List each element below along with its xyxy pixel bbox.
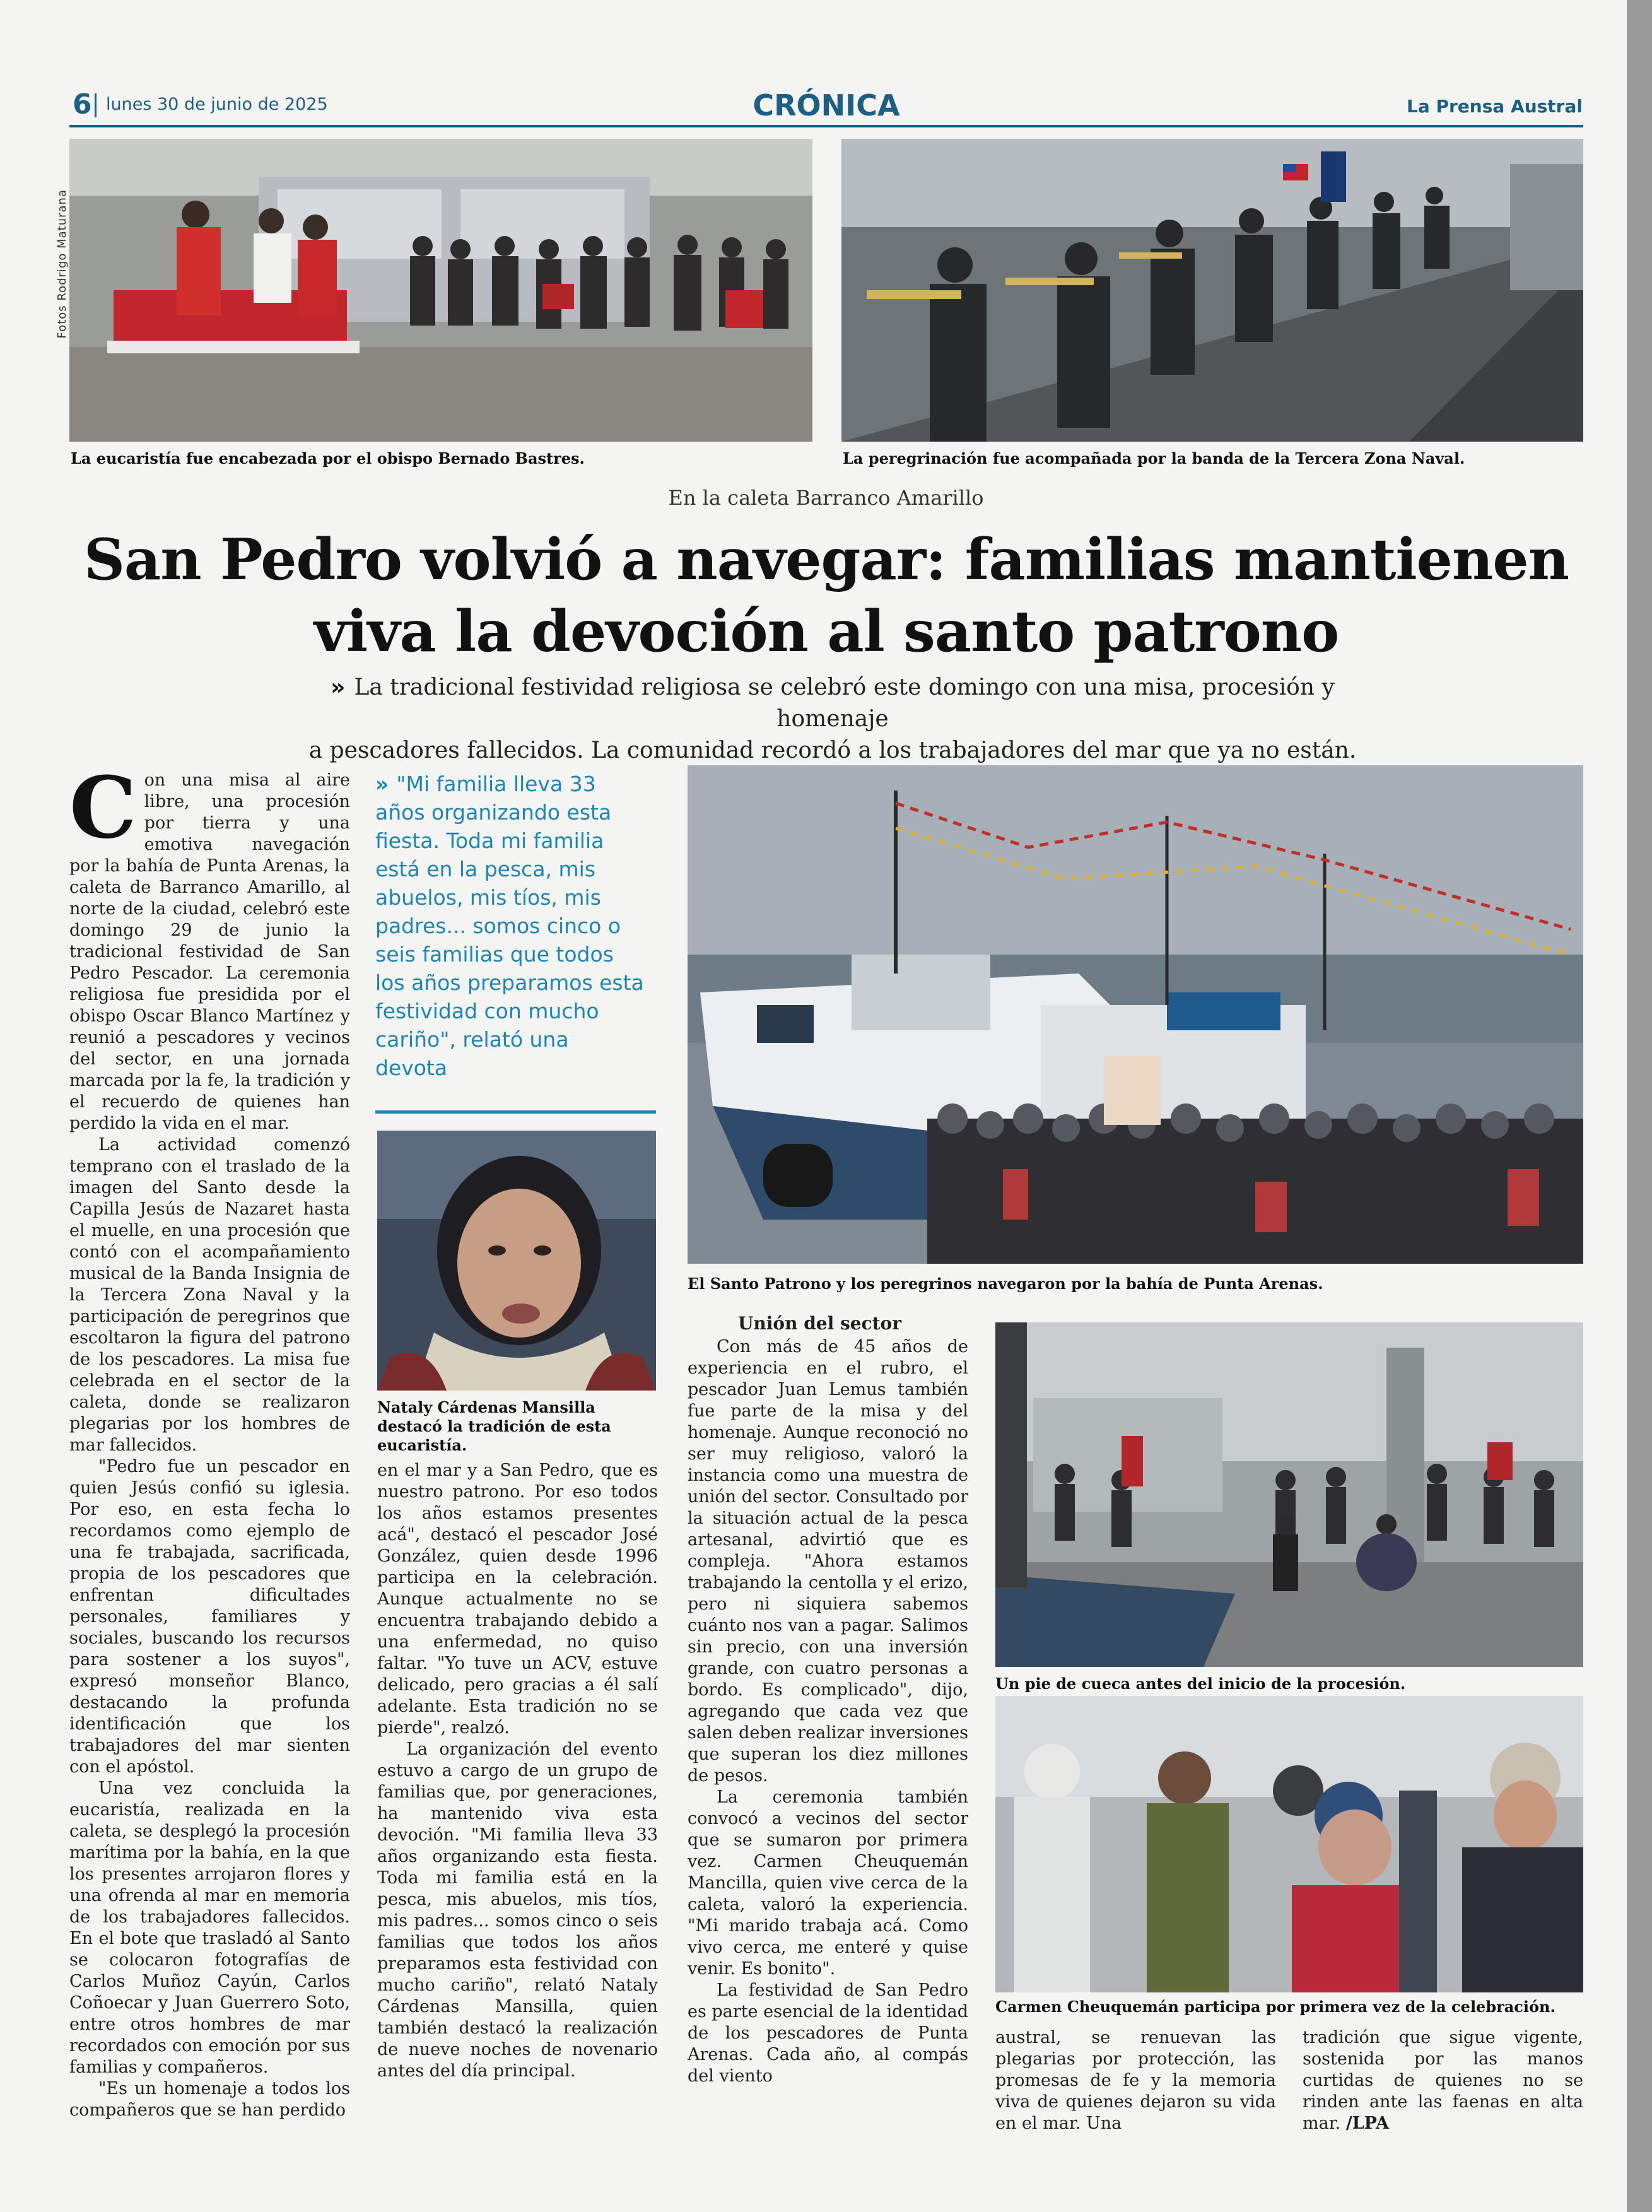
photo-nataly-portrait [377, 1131, 656, 1391]
article-column-2 [377, 1460, 658, 2082]
article-column-4 [995, 2027, 1276, 2134]
caption-cueca: Un pie de cueca antes del inicio de la procesión. [995, 1674, 1406, 1693]
photo-credit: Fotos Rodrigo Maturana [56, 189, 69, 339]
photo-boat-procession [688, 765, 1583, 1264]
page-number: 6 [73, 88, 92, 121]
quote-chevron-icon: » [375, 772, 389, 796]
header-rule [69, 125, 1583, 127]
caption-eucharist: La eucaristía fue encabezada por el obispo Bernado Bastres. [71, 449, 585, 468]
photo-cueca [995, 1322, 1583, 1667]
kicker: En la caleta Barranco Amarillo [668, 486, 984, 510]
drop-cap: C [69, 758, 137, 857]
deck-line-1 [278, 672, 1388, 735]
paragraph: La organización del evento estuvo a cargo de un grupo de familias que, por generaciones, ha mantenido viva esta devoción. "Mi familia lleva 33 años organizando esta fiesta. Toda mi familia está en la pesca, mis abuelos, mis tíos, mis padres... somos cinco o seis familias que todos los años preparamos esta festividad con mucho cariño", relató Nataly Cárdenas Mansilla, quien también destacó la realización de nueve noches de novenario antes del día principal. [377, 1739, 658, 2081]
issue-date: lunes 30 de junio de 2025 [106, 95, 328, 114]
photo-carmen [995, 1696, 1583, 1992]
photo-naval-band [841, 139, 1583, 442]
caption-nataly: Nataly Cárdenas Mansilla destacó la tradición de esta eucaristía. [377, 1398, 611, 1454]
article-column-5 [1303, 2027, 1583, 2134]
caption-boat: El Santo Patrono y los peregrinos navegaron por la bahía de Punta Arenas. [688, 1274, 1323, 1293]
paragraph: tradición que sigue vigente, sostenida por las manos curtidas de quienes no se rinden ante las faenas en alta mar. [1303, 2028, 1583, 2133]
article-column-3 [688, 1312, 968, 2087]
paragraph: on una misa al aire libre, una procesión por tierra y una emotiva navegación por la bahía de Punta Arenas, la caleta de Barranco Amarillo, al norte de la ciudad, celebró este domingo 29 de junio la tradicional festividad de San Pedro Pescador. La ceremonia religiosa fue presidida por el obispo Oscar Blanco Martínez y reunió a pescadores y vecinos del sector, en una jornada marcada por la fe, la tradición y el recuerdo de quienes han perdido la vida en el mar. [69, 770, 350, 1133]
pull-quote-rule [375, 1110, 656, 1114]
section-title: CRÓNICA [753, 88, 900, 122]
pull-quote [375, 770, 647, 1082]
header-divider [95, 93, 97, 117]
paragraph: Con más de 45 años de experiencia en el rubro, el pescador Juan Lemus también fue parte de la misa y del homenaje. Aunque reconoció no ser muy religioso, valoró la instancia como una muestra de unión del sector. Consultado por la situación actual de la pesca artesanal, advirtió que es compleja. "Ahora estamos trabajando la centolla y el erizo, pero ni siquiera sabemos cuánto nos van a pagar. Salimos sin precio, con una inversión grande, con cuatro personas a bordo. Es complicado", dijo, agregando que cada vez que salen deben realizar inversiones que superan los diez millones de pesos. [688, 1337, 968, 1785]
paragraph: austral, se renuevan las plegarias por protección, las promesas de fe y la memoria viva de quienes dejaron su vida en el mar. Una [995, 2028, 1276, 2133]
caption-naval-band: La peregrinación fue acompañada por la banda de la Tercera Zona Naval. [843, 449, 1465, 468]
newspaper-name: La Prensa Austral [1406, 96, 1583, 117]
article-column-1 [69, 758, 350, 2121]
headline: San Pedro volvió a navegar: familias mantienen viva la devoción al santo patrono [83, 526, 1569, 665]
scan-edge [1627, 0, 1652, 2212]
paragraph: La ceremonia también convocó a vecinos del sector que se sumaron por primera vez. Carmen Cheuquemán Mancilla, quien vive cerca de la caleta, valoró la experiencia. "Mi marido trabaja acá. Como vivo cerca, me enteré y quise venir. Es bonito". [688, 1787, 968, 1979]
paragraph: La actividad comenzó temprano con el traslado de la imagen del Santo desde la Capilla Jesús de Nazaret hasta el muelle, en una procesión que contó con el acompañamiento musical de la Banda Insignia de la Tercera Zona Naval y la participación de peregrinos que escoltaron la figura del patrono de los pescadores. La misa fue celebrada en el sector de la caleta, donde se realizaron plegarias por los hombres de mar fallecidos. [69, 1135, 350, 1455]
deck-chevron-icon: » [331, 674, 346, 700]
paragraph: "Pedro fue un pescador en quien Jesús confió su iglesia. Por eso, en esta fecha lo recordamos como ejemplo de una fe trabajada, sacrificada, propia de los pescadores que enfrentan dificultades personales, familiares y sociales, buscando los recursos para sostener a los suyos", expresó monseñor Blanco, destacando la profunda identificación que los trabajadores del mar sienten con el apóstol. [69, 1457, 350, 1777]
photo-eucharist [69, 139, 812, 442]
pull-quote-text: "Mi familia lleva 33 años organizando esta fiesta. Toda mi familia está en la pesca, mis abuelos, mis tíos, mis padres... somos cinco o seis familias que todos los años preparamos esta festividad con mucho cariño", relató una devota [375, 772, 644, 1080]
caption-carmen: Carmen Cheuquemán participa por primera vez de la celebración. [995, 1997, 1555, 2016]
deck-line-1-text: La tradicional festividad religiosa se celebró este domingo con una misa, procesión y homenaje [354, 674, 1335, 732]
paragraph: Una vez concluida la eucaristía, realizada en la caleta, se desplegó la procesión marítima por la bahía, en la que los presentes arrojaron flores y una ofrenda al mar en memoria de los trabajadores fallecidos. En el bote que trasladó al Santo se colocaron fotografías de Carlos Muñoz Cayún, Carlos Coñoecar y Juan Guerrero Soto, entre otros hombres de mar recordados con emoción por sus familias y compañeros. [69, 1779, 350, 2077]
signoff: /LPA [1345, 2114, 1389, 2133]
deck-line-2: a pescadores fallecidos. La comunidad recordó a los trabajadores del mar que ya no están. [308, 738, 1357, 763]
subhead-union: Unión del sector [738, 1313, 901, 1334]
paragraph: La festividad de San Pedro es parte esencial de la identidad de los pescadores de Punta Arenas. Cada año, al compás del viento [688, 1980, 968, 2086]
paragraph: "Es un homenaje a todos los compañeros que se han perdido [69, 2079, 350, 2120]
paragraph: en el mar y a San Pedro, que es nuestro patrono. Por eso todos los años estamos presentes acá", destacó el pescador José González, quien desde 1996 participa en la celebración. Aunque actualmente no se encuentra trabajando debido a una enfermedad, no quiso faltar. "Yo tuve un ACV, estuve delicado, pero gracias a él salí adelante. Esta tradición no se pierde", realzó. [377, 1461, 658, 1738]
deck [278, 672, 1388, 767]
